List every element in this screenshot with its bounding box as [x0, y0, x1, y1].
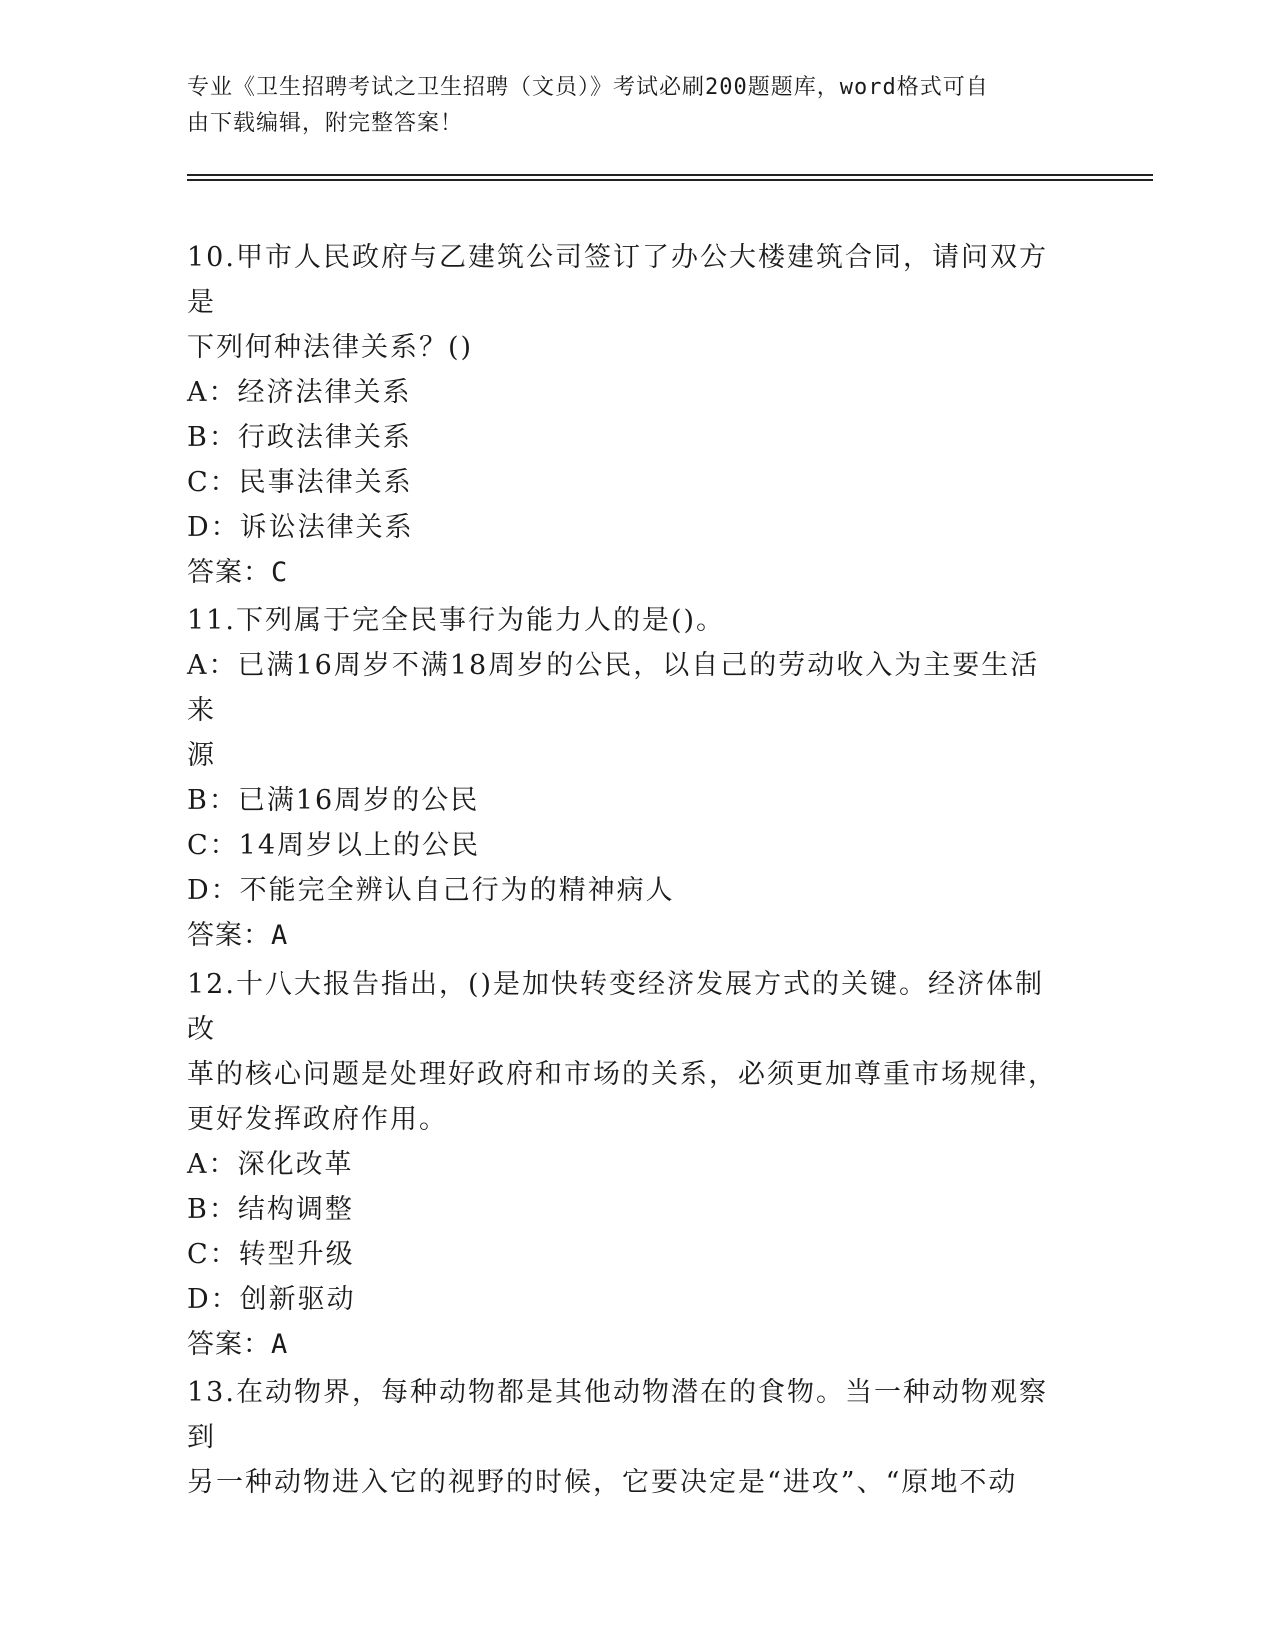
question-text-line: 下列何种法律关系？() — [187, 332, 474, 363]
answer-line — [187, 1322, 1067, 1367]
question-text-line: 革的核心问题是处理好政府和市场的关系，必须更加尊重市场规律， — [187, 1059, 1057, 1090]
document-header-line-2: 由下载编辑，附完整答案！ — [187, 111, 464, 136]
option-b: B：结构调整 — [187, 1194, 354, 1225]
document-header-line-1: 专业《卫生招聘考试之卫生招聘（文员）》考试必刷200题题库，word格式可自 — [187, 75, 989, 100]
answer-label: 答案： — [187, 1329, 271, 1360]
answer-line — [187, 913, 1067, 958]
question-text-line: 13.在动物界，每种动物都是其他动物潜在的食物。当一种动物观察到 — [187, 1377, 1048, 1453]
option-b: B：行政法律关系 — [187, 422, 412, 453]
option-c: C：民事法律关系 — [187, 467, 413, 498]
header-double-rule — [187, 174, 1153, 181]
question-text-line: 更好发挥政府作用。 — [187, 1104, 448, 1135]
option-a: A：深化改革 — [187, 1149, 354, 1180]
question-text-line: 12.十八大报告指出，()是加快转变经济发展方式的关键。经济体制改 — [187, 969, 1045, 1045]
option-a: A：经济法律关系 — [187, 377, 412, 408]
option-c: C：14周岁以上的公民 — [187, 830, 481, 861]
rule-line-bottom — [187, 179, 1153, 181]
option-d: D：创新驱动 — [187, 1284, 356, 1315]
answer-value: A — [271, 920, 289, 951]
option-c: C：转型升级 — [187, 1239, 355, 1270]
question-text-line: 另一种动物进入它的视野的时候，它要决定是“进攻”、“原地不动 — [187, 1467, 1018, 1498]
answer-value: C — [271, 557, 289, 588]
question-11 — [187, 598, 1067, 958]
option-a: A：已满16周岁不满18周岁的公民，以自己的劳动收入为主要生活来 — [187, 650, 1040, 726]
question-text-line: 10.甲市人民政府与乙建筑公司签订了办公大楼建筑合同，请问双方是 — [187, 242, 1048, 318]
answer-value: A — [271, 1329, 289, 1360]
question-10 — [187, 235, 1067, 595]
document-page — [187, 70, 1087, 181]
question-12 — [187, 962, 1067, 1367]
question-text-line: 11.下列属于完全民事行为能力人的是()。 — [187, 605, 726, 636]
question-13 — [187, 1370, 1067, 1505]
answer-line — [187, 550, 1067, 595]
option-a-continued: 源 — [187, 740, 216, 771]
option-d: D：诉讼法律关系 — [187, 512, 414, 543]
answer-label: 答案： — [187, 920, 271, 951]
option-b: B：已满16周岁的公民 — [187, 785, 480, 816]
answer-label: 答案： — [187, 557, 271, 588]
option-d: D：不能完全辨认自己行为的精神病人 — [187, 875, 675, 906]
